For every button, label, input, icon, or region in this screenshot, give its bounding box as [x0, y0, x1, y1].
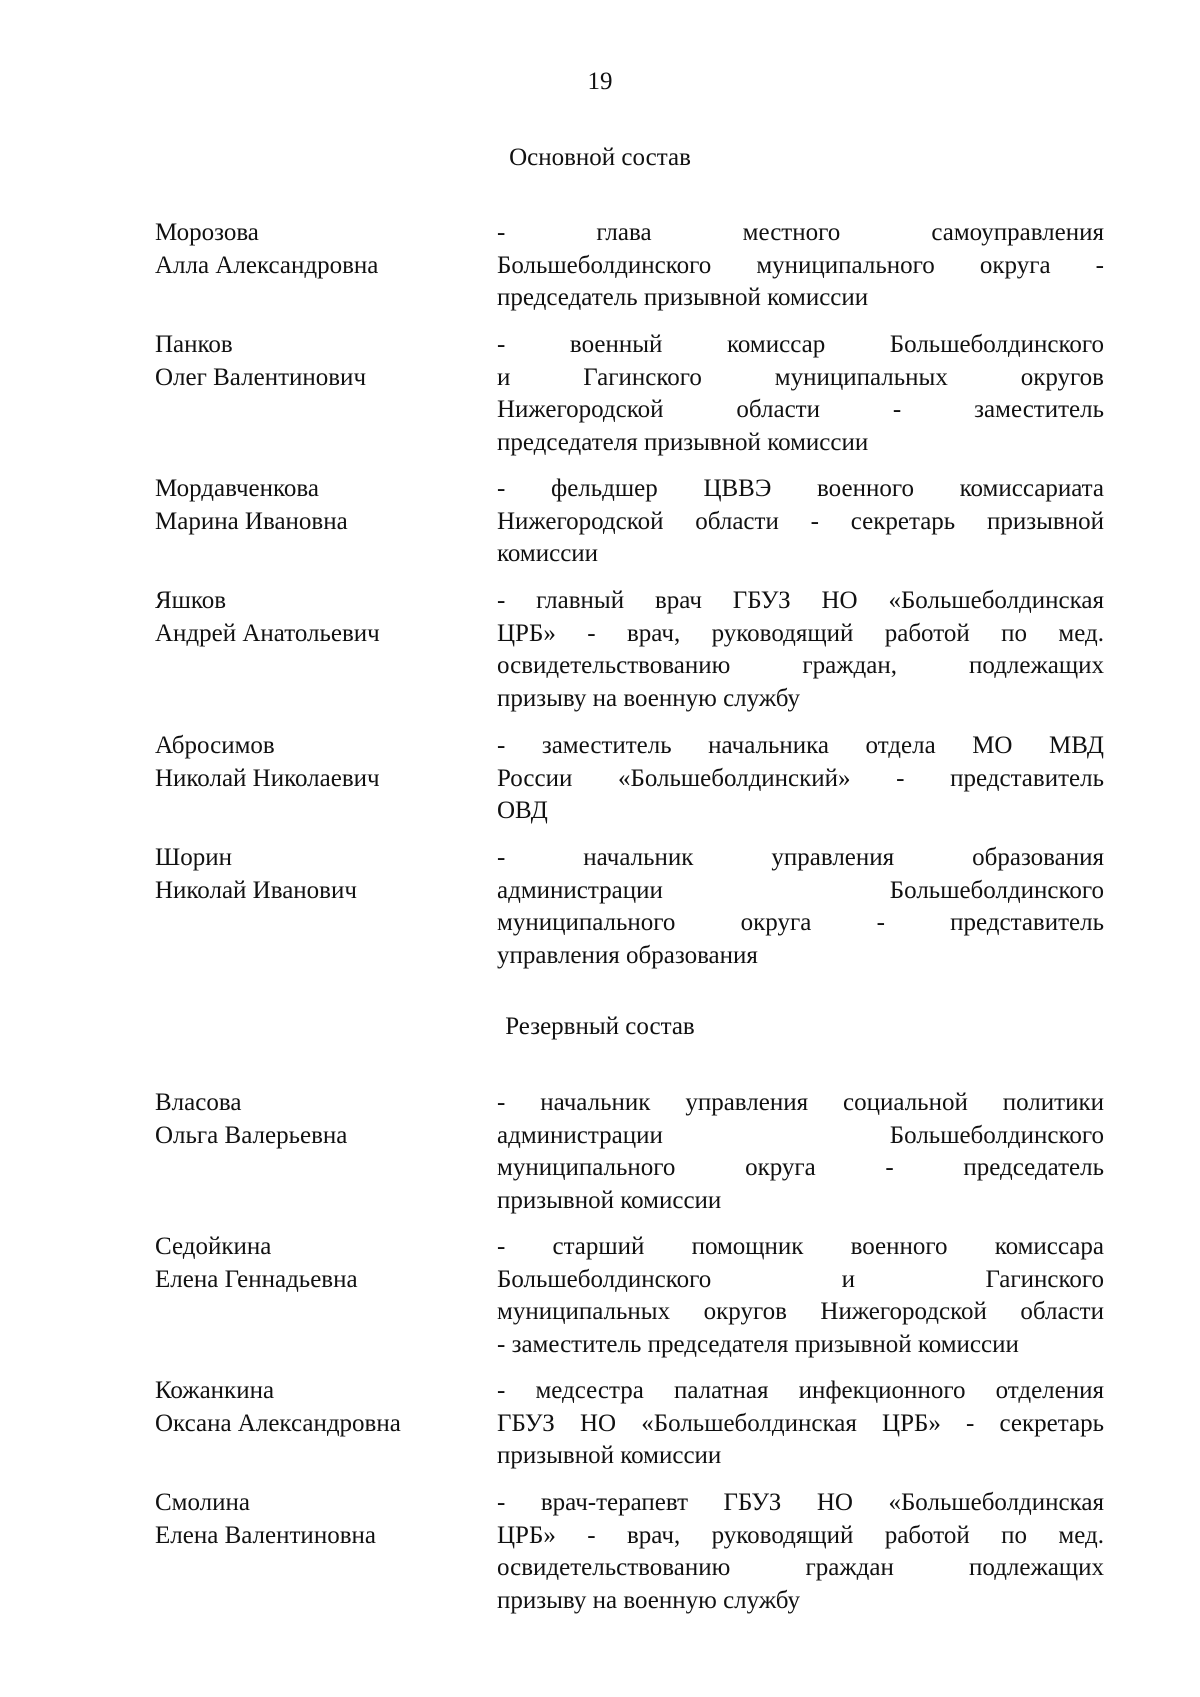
role-line: комиссии: [497, 540, 599, 567]
role-line: председатель призывной комиссии: [497, 284, 869, 311]
member-name: [155, 585, 475, 650]
member-name: [155, 842, 475, 907]
role-line: призывной комиссии: [497, 1442, 722, 1469]
member-given-name: Ольга Валерьевна: [155, 1121, 348, 1149]
role-line: ГБУЗ НО «Большеболдинская ЦРБ» - секретарь: [497, 1409, 1104, 1437]
member-given-name: Елена Валентиновна: [155, 1521, 376, 1549]
role-line: - начальник управления социальной политики: [497, 1089, 1104, 1116]
role-line: - медсестра палатная инфекционного отделения: [497, 1377, 1104, 1404]
member-name: [155, 1487, 475, 1552]
member-surname: Власова: [155, 1089, 242, 1116]
member-given-name: Андрей Анатольевич: [155, 619, 380, 647]
member-role: [497, 1231, 1104, 1361]
member-surname: Седойкина: [155, 1233, 272, 1260]
role-line: - врач-терапевт ГБУЗ НО «Большеболдинская: [497, 1489, 1104, 1516]
role-line: - заместитель начальника отдела МО МВД: [497, 732, 1104, 759]
role-line: освидетельствованию граждан, подлежащих: [497, 652, 1104, 679]
member-role: [497, 585, 1104, 715]
member-surname: Абросимов: [155, 732, 275, 759]
member-surname: Смолина: [155, 1489, 250, 1516]
member-role: [497, 1487, 1104, 1617]
role-line: Большеболдинского муниципального округа -: [497, 251, 1104, 279]
member-given-name: Олег Валентинович: [155, 363, 367, 391]
member-role: [497, 217, 1104, 315]
role-line: управления образования: [497, 941, 758, 969]
member-role: [497, 329, 1104, 459]
role-line: муниципального округа - представитель: [497, 909, 1104, 936]
member-given-name: Алла Александровна: [155, 251, 379, 279]
section-title-reserve: Резервный состав: [505, 1013, 695, 1040]
member-surname: Морозова: [155, 219, 259, 246]
page-number: 19: [587, 68, 613, 95]
member-role: [497, 730, 1104, 828]
member-role: [497, 473, 1104, 571]
member-name: [155, 1375, 475, 1440]
member-surname: Панков: [155, 331, 233, 358]
role-line: Большеболдинского и Гагинского: [497, 1265, 1104, 1293]
role-line: ЦРБ» - врач, руководящий работой по мед.: [497, 619, 1104, 647]
role-line: - заместитель председателя призывной комиссии: [497, 1330, 1019, 1358]
member-given-name: Марина Ивановна: [155, 507, 348, 535]
member-given-name: Оксана Александровна: [155, 1409, 401, 1437]
member-surname: Кожанкина: [155, 1377, 275, 1404]
member-name: [155, 473, 475, 538]
role-line: муниципальных округов Нижегородской области: [497, 1298, 1104, 1325]
member-surname: Шорин: [155, 844, 232, 871]
member-role: [497, 842, 1104, 972]
member-name: [155, 217, 475, 282]
role-line: ЦРБ» - врач, руководящий работой по мед.: [497, 1521, 1104, 1549]
role-line: призыву на военную службу: [497, 1586, 801, 1614]
role-line: администрации Большеболдинского: [497, 1121, 1104, 1149]
role-line: - старший помощник военного комиссара: [497, 1233, 1104, 1260]
role-line: - главный врач ГБУЗ НО «Большеболдинская: [497, 587, 1104, 614]
member-surname: Яшков: [155, 587, 227, 614]
member-role: [497, 1375, 1104, 1473]
member-name: [155, 730, 475, 795]
member-name: [155, 1087, 475, 1152]
role-line: - военный комиссар Большеболдинского: [497, 331, 1104, 358]
role-line: - глава местного самоуправления: [497, 219, 1104, 246]
member-name: [155, 1231, 475, 1296]
member-role: [497, 1087, 1104, 1217]
role-line: ОВД: [497, 797, 548, 824]
role-line: призыву на военную службу: [497, 684, 801, 712]
role-line: освидетельствованию граждан подлежащих: [497, 1554, 1104, 1581]
role-line: муниципального округа - председатель: [497, 1154, 1104, 1181]
role-line: Нижегородской области - секретарь призывной: [497, 507, 1104, 535]
role-line: председателя призывной комиссии: [497, 428, 869, 456]
member-name: [155, 329, 475, 394]
role-line: Нижегородской области - заместитель: [497, 396, 1104, 423]
member-given-name: Николай Иванович: [155, 876, 357, 904]
member-surname: Мордавченкова: [155, 475, 319, 502]
role-line: России «Большеболдинский» - представитель: [497, 764, 1104, 792]
role-line: администрации Большеболдинского: [497, 876, 1104, 904]
role-line: и Гагинского муниципальных округов: [497, 363, 1104, 391]
section-title-main: Основной состав: [509, 144, 691, 171]
role-line: призывной комиссии: [497, 1186, 722, 1214]
member-given-name: Николай Николаевич: [155, 764, 380, 792]
role-line: - начальник управления образования: [497, 844, 1104, 871]
role-line: - фельдшер ЦВВЭ военного комиссариата: [497, 475, 1104, 502]
member-given-name: Елена Геннадьевна: [155, 1265, 358, 1293]
